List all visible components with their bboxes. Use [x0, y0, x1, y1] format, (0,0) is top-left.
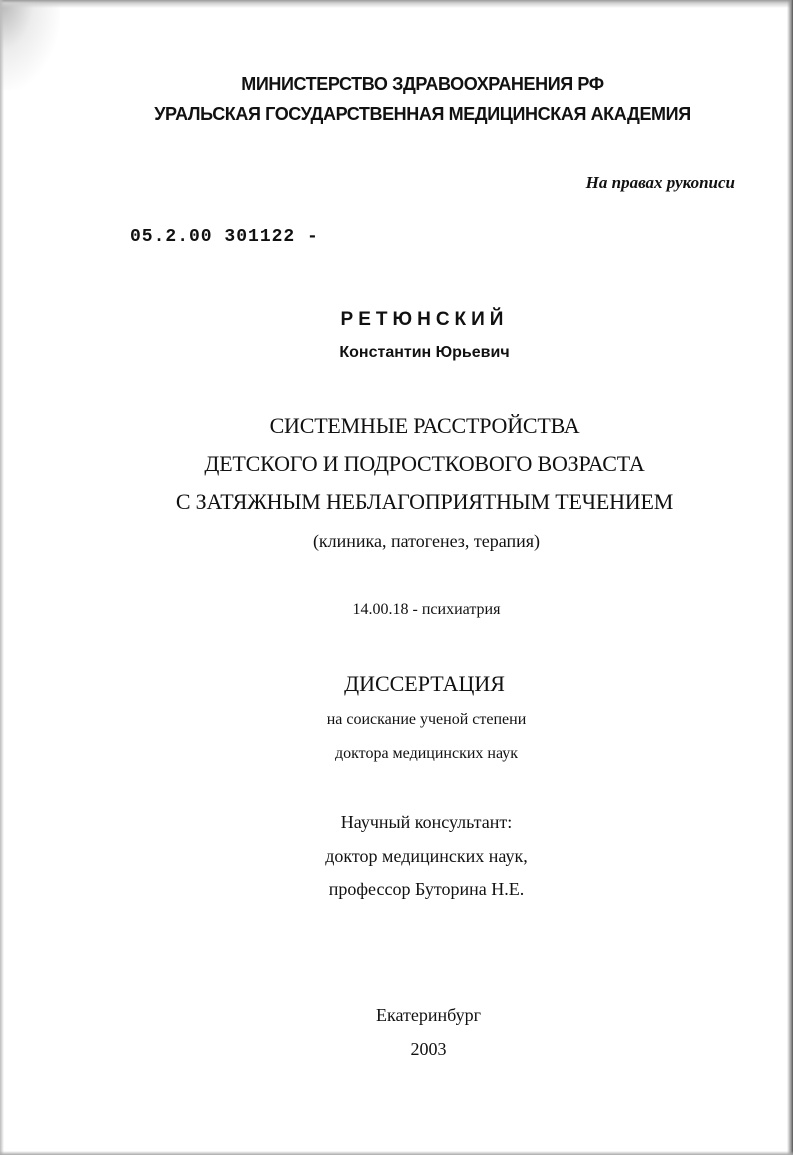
scan-artifact-bottom-edge: [0, 1151, 793, 1155]
specialty-code: 14.00.18 - психиатрия: [352, 601, 501, 618]
registration-code: 05.2.00 301122 -: [130, 227, 319, 247]
academy-heading: УРАЛЬСКАЯ ГОСУДАРСТВЕННАЯ МЕДИЦИНСКАЯ АКАДЕМИЯ: [154, 104, 691, 124]
city: Екатеринбург: [376, 1005, 481, 1025]
author-surname: РЕТЮНСКИЙ: [340, 309, 509, 330]
consultant-name: профессор Буторина Н.Е.: [328, 879, 525, 899]
year: 2003: [410, 1039, 447, 1059]
thesis-title-line-3: С ЗАТЯЖНЫМ НЕБЛАГОПРИЯТНЫМ ТЕЧЕНИЕМ: [175, 489, 674, 514]
consultant-label: Научный консультант:: [340, 812, 513, 832]
scan-artifact-top-edge: [0, 0, 793, 8]
author-given-name: Константин Юрьевич: [339, 344, 510, 361]
thesis-subtitle: (клиника, патогенез, терапия): [312, 531, 541, 551]
consultant-title: доктор медицинских наук,: [325, 846, 528, 866]
degree-line-1: на соискание ученой степени: [326, 711, 527, 728]
thesis-title-line-2: ДЕТСКОГО И ПОДРОСТКОВОГО ВОЗРАСТА: [204, 451, 645, 476]
scan-artifact-right-edge: [787, 0, 793, 1155]
ministry-heading: МИНИСТЕРСТВО ЗДРАВООХРАНЕНИЯ РФ: [241, 74, 604, 94]
scan-artifact-left-edge: [0, 0, 4, 1155]
document-type: ДИССЕРТАЦИЯ: [344, 671, 505, 696]
manuscript-note: На правах рукописи: [585, 173, 735, 192]
degree-line-2: доктора медицинских наук: [334, 745, 519, 762]
thesis-title-line-1: СИСТЕМНЫЕ РАССТРОЙСТВА: [269, 413, 580, 438]
